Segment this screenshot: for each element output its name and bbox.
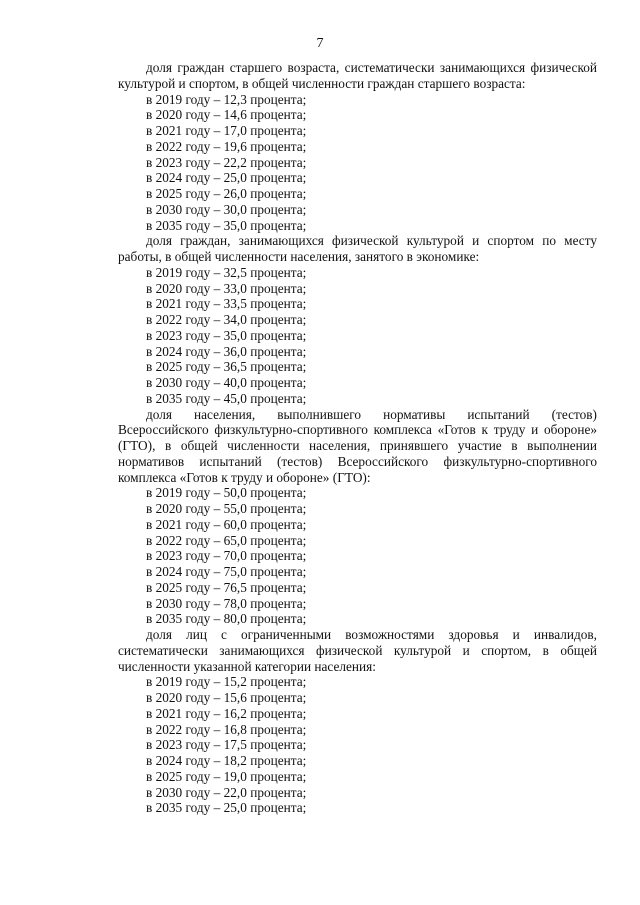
year-value-item: в 2035 году – 25,0 процента;	[146, 800, 307, 816]
indicator-workplace-values	[118, 265, 597, 407]
indicator-gto-values	[118, 485, 597, 627]
year-value-item: в 2030 году – 40,0 процента;	[146, 375, 307, 390]
year-value-item: в 2024 году – 25,0 процента;	[146, 170, 307, 186]
year-value-item: в 2022 году – 65,0 процента;	[146, 532, 307, 548]
indicator-elderly-values	[118, 92, 597, 234]
year-value-item: в 2025 году – 36,5 процента;	[146, 359, 307, 375]
year-value-item: в 2021 году – 60,0 процента;	[146, 516, 307, 532]
year-value-item: в 2019 году – 12,3 процента;	[146, 91, 307, 107]
year-value-item: в 2035 году – 80,0 процента;	[146, 611, 307, 627]
year-value-item: в 2022 году – 19,6 процента;	[146, 138, 307, 154]
year-value-item: в 2019 году – 32,5 процента;	[146, 264, 307, 280]
year-value-item: в 2020 году – 15,6 процента;	[146, 690, 307, 705]
year-value-item: в 2030 году – 22,0 процента;	[146, 784, 307, 800]
year-value-item: в 2023 году – 35,0 процента;	[146, 327, 307, 343]
year-value-item: в 2023 году – 22,2 процента;	[146, 154, 307, 170]
year-value-item: в 2020 году – 14,6 процента;	[146, 107, 307, 123]
page-number: 7	[316, 36, 324, 51]
year-value-item: в 2035 году – 45,0 процента;	[146, 390, 307, 406]
indicator-disabled-values	[118, 674, 597, 816]
year-value-item: в 2035 году – 35,0 процента;	[146, 217, 307, 233]
year-value-item: в 2024 году – 36,0 процента;	[146, 343, 307, 359]
indicator-disabled-intro: доля лиц с ограниченными возможностями здоровья и инвалидов, систематически занимающихся физической культурой и спортом, в общей численности указанной категории населения:	[118, 627, 597, 674]
year-value-item: в 2021 году – 33,5 процента;	[146, 296, 307, 312]
year-value-item: в 2023 году – 70,0 процента;	[146, 548, 307, 564]
year-value-item: в 2024 году – 75,0 процента;	[146, 564, 307, 579]
year-value-item: в 2025 году – 76,5 процента;	[146, 579, 307, 595]
indicator-workplace-intro: доля граждан, занимающихся физической культурой и спортом по месту работы, в общей численности населения, занятого в экономике:	[118, 233, 597, 264]
year-value-item: в 2025 году – 26,0 процента;	[146, 186, 307, 201]
year-value-item: в 2019 году – 15,2 процента;	[146, 674, 307, 690]
year-value-item: в 2019 году – 50,0 процента;	[146, 485, 307, 501]
year-value-item: в 2022 году – 34,0 процента;	[146, 312, 307, 327]
year-value-item: в 2021 году – 16,2 процента;	[146, 705, 307, 721]
year-value-item: в 2030 году – 78,0 процента;	[146, 595, 307, 611]
indicator-elderly-intro: доля граждан старшего возраста, систематически занимающихся физической культурой и спортом, в общей численности граждан старшего возраста:	[118, 60, 597, 91]
year-value-item: в 2020 году – 33,0 процента;	[146, 280, 307, 296]
year-value-item: в 2025 году – 19,0 процента;	[146, 768, 307, 784]
year-value-item: в 2024 году – 18,2 процента;	[146, 753, 307, 768]
year-value-item: в 2030 году – 30,0 процента;	[146, 201, 307, 217]
document-body	[118, 60, 597, 816]
year-value-item: в 2020 году – 55,0 процента;	[146, 501, 307, 516]
year-value-item: в 2023 году – 17,5 процента;	[146, 737, 307, 753]
year-value-item: в 2021 году – 17,0 процента;	[146, 123, 307, 138]
indicator-gto-intro: доля населения, выполнившего нормативы испытаний (тестов) Всероссийского физкультурно-спортивного комплекса «Готов к труду и обороне» (ГТО), в общей численности населения, принявшего участие в выполнении нормативов испытаний (тестов) Всероссийского физкультурно-спортивного комплекса «Готов к труду и обороне» (ГТО):	[118, 406, 597, 485]
year-value-item: в 2022 году – 16,8 процента;	[146, 721, 307, 737]
